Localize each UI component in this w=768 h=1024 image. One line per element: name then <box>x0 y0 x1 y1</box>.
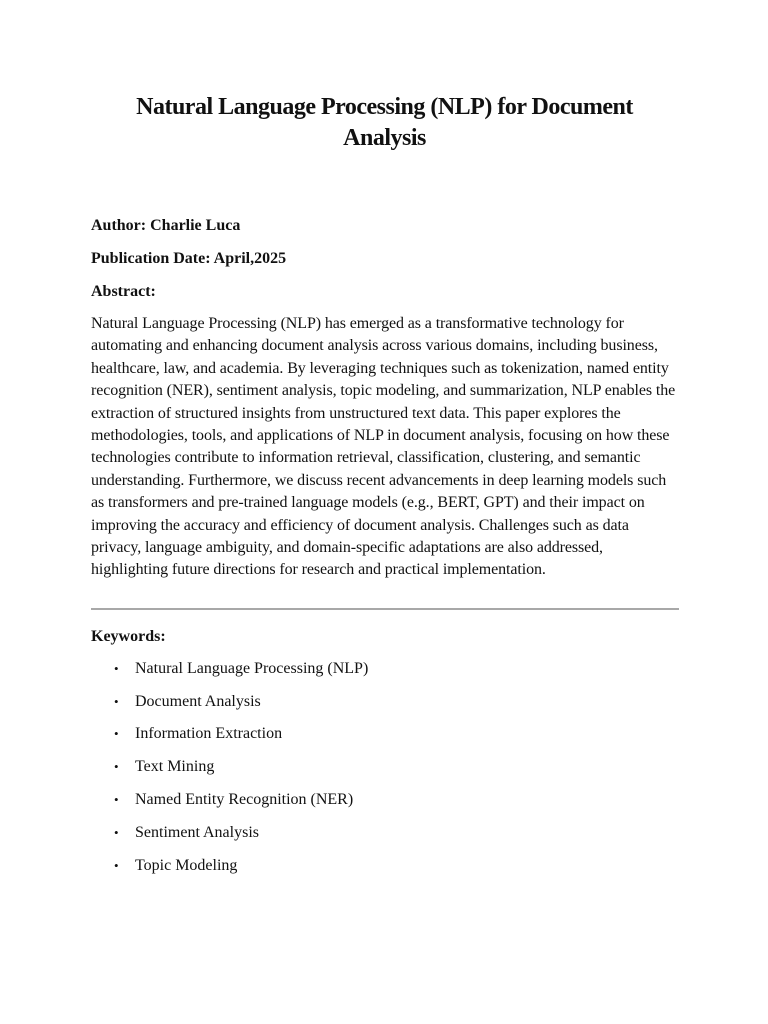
bullet-icon: • <box>114 857 119 873</box>
publication-date-value: April,2025 <box>213 250 287 267</box>
keyword-item <box>91 757 678 777</box>
section-divider <box>91 608 679 610</box>
keyword-item <box>91 659 678 679</box>
bullet-icon: • <box>114 759 119 775</box>
bullet-icon: • <box>114 824 119 840</box>
keyword-item <box>91 823 678 843</box>
keyword-text: Named Entity Recognition (NER) <box>135 791 354 809</box>
keyword-text: Sentiment Analysis <box>135 823 259 841</box>
publication-date-label: Publication Date: <box>91 250 211 267</box>
bullet-icon: • <box>114 726 119 742</box>
keyword-text: Information Extraction <box>135 725 283 743</box>
abstract-text: Natural Language Processing (NLP) has emerged as a transformative technology for automating and enhancing document analysis across various domains, including business, healthcare, law, and academia. By leveraging techniques such as tokenization, named entity recognition (NER), sentiment analysis, topic modeling, and summarization, NLP enables the extraction of structured insights from unstructured text data. This paper explores the methodologies, tools, and applications of NLP in document analysis, focusing on how these technologies contribute to information retrieval, classification, clustering, and semantic understanding. Furthermore, we discuss recent advancements in deep learning models such as transformers and pre-trained language models (e.g., BERT, GPT) and their impact on improving the accuracy and efficiency of document analysis. Challenges such as data privacy, language ambiguity, and domain-specific adaptations are also addressed, highlighting future directions for research and practical implementation. <box>91 315 676 579</box>
document-meta <box>91 216 678 269</box>
keyword-item <box>91 790 678 810</box>
author-name: Charlie Luca <box>150 217 241 234</box>
keyword-item <box>91 856 678 876</box>
keyword-text: Document Analysis <box>135 692 261 710</box>
bullet-icon: • <box>114 792 119 808</box>
keyword-item <box>91 724 678 744</box>
abstract-heading: Abstract: <box>91 283 156 300</box>
bullet-icon: • <box>114 660 119 676</box>
keywords-heading: Keywords: <box>91 627 166 645</box>
publication-date-line <box>91 249 678 269</box>
bullet-icon: • <box>114 693 119 709</box>
keyword-text: Topic Modeling <box>135 856 238 874</box>
keyword-text: Natural Language Processing (NLP) <box>135 659 369 677</box>
keyword-item <box>91 692 678 712</box>
document-title: Natural Language Processing (NLP) for Document Analysis <box>136 94 633 151</box>
author-line <box>91 216 678 236</box>
author-label: Author: <box>91 217 147 234</box>
keyword-text: Text Mining <box>135 758 215 776</box>
keywords-list <box>91 659 678 876</box>
